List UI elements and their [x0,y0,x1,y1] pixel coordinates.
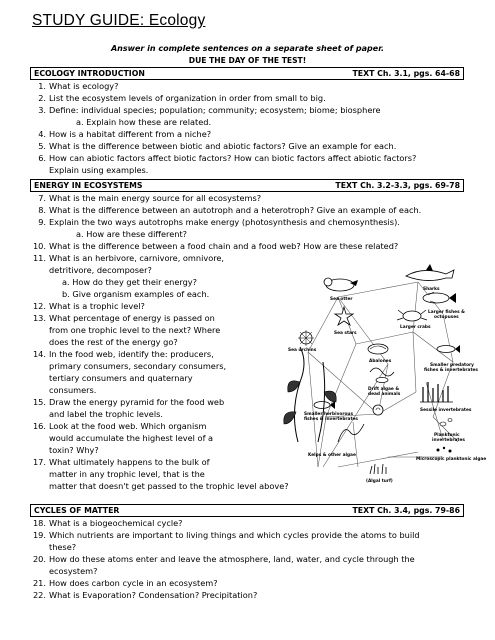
question-3a: a. Explain how these are related. [76,117,212,127]
section-title: CYCLES OF MATTER [34,506,120,515]
kelp-icon [284,347,364,442]
question-16-line-3: toxin? Why? [49,445,99,455]
label-kelps: Kelps & other algae [308,453,356,458]
question-13-line-3: does the rest of the energy go? [49,337,178,347]
label-smaller-predatory: Smaller predatory [430,363,474,368]
instructions: Answer in complete sentences on a separate sheet of paper. [110,44,385,53]
section-title: ECOLOGY INTRODUCTION [34,69,145,78]
label-sharks: Sharks [423,287,440,292]
section-text-reference: TEXT Ch. 3.2-3.3, pgs. 69-78 [335,181,460,190]
section-title: ENERGY IN ECOSYSTEMS [34,181,143,190]
question-14-line-4: consumers. [49,385,97,395]
label-planktonic: Planktonic [434,433,460,438]
label-sessile-invertebrates: Sessile invertebrates [420,408,472,413]
question-9a: a. How are these different? [76,229,188,239]
sea-star-icon [335,307,353,325]
question-15-line-2: and label the trophic levels. [49,409,163,419]
label-dead-animals: dead animals [368,392,401,397]
question-16-line-2: would accumulate the highest level of a [49,433,214,443]
label-smaller-herbivorous-fishes: fishes & invertebrates [304,417,358,422]
section-text-reference: TEXT Ch. 3.4, pgs. 79-86 [352,506,460,515]
snail-icon [373,405,383,415]
microscopic-algae-icon [437,447,452,453]
small-fish-icon [437,345,460,353]
label-abalones: Abalones [369,359,392,364]
label-smaller-predatory-fishes: fishes & invertebrates [424,368,478,373]
due-notice: DUE THE DAY OF THE TEST! [188,56,307,65]
question-13-line-2: from one trophic level to the next? Where [49,325,221,335]
question-14-line-2: primary consumers, secondary consumers, [49,361,227,371]
question-17-line-3: matter that doesn't get passed to the trophic level above? [49,481,289,491]
label-sea-urchins: Sea urchins [288,348,317,353]
sea-urchin-icon [298,330,314,346]
label-larger-crabs: Larger crabs [400,325,431,330]
question-14-line-3: tertiary consumers and quaternary [49,373,193,383]
label-algal-turf: (Algal turf) [366,479,393,484]
question-11b: b. Give organism examples of each. [62,289,210,299]
sea-otter-icon [324,278,358,291]
section-text-reference: TEXT Ch. 3.1, pgs. 64-68 [352,69,460,78]
section-header-cycles-of-matter [30,504,464,517]
shark-icon [406,264,454,281]
label-octopuses: octopuses [434,315,459,320]
question-19-continued: these? [49,542,77,552]
label-planktonic-invertebrates: invertebrates [432,438,465,443]
page-title: STUDY GUIDE: Ecology [32,12,206,29]
algal-turf-icon [370,464,386,474]
plankton-icon [440,419,452,427]
drift-algae-icon [370,368,394,383]
section-header-ecology-introduction [30,67,464,80]
question-11a: a. How do they get their energy? [62,277,197,287]
section-header-energy-in-ecosystems [30,179,464,192]
sessile-invertebrates-icon [420,382,453,402]
kelp-forest-food-web-diagram [278,252,487,492]
question-20-continued: ecosystem? [49,566,98,576]
crab-icon [397,310,427,321]
label-sea-otter: Sea otter [330,297,353,302]
question-11-continued: detritivore, decomposer? [49,265,152,275]
label-sea-stars: Sea stars [334,331,357,336]
question-17-line-2: matter in any trophic level, that is the [49,469,205,479]
label-smaller-herbivorous: Smaller herbivorous [304,412,354,417]
label-drift-algae: Drift algae & [368,387,400,392]
larger-fish-icon [423,292,456,303]
label-larger-fishes: Larger fishes & [428,310,465,315]
question-6-continued: Explain using examples. [49,165,149,175]
label-microscopic-algae: Microscopic planktonic algae [416,457,487,462]
abalone-icon [368,344,388,354]
